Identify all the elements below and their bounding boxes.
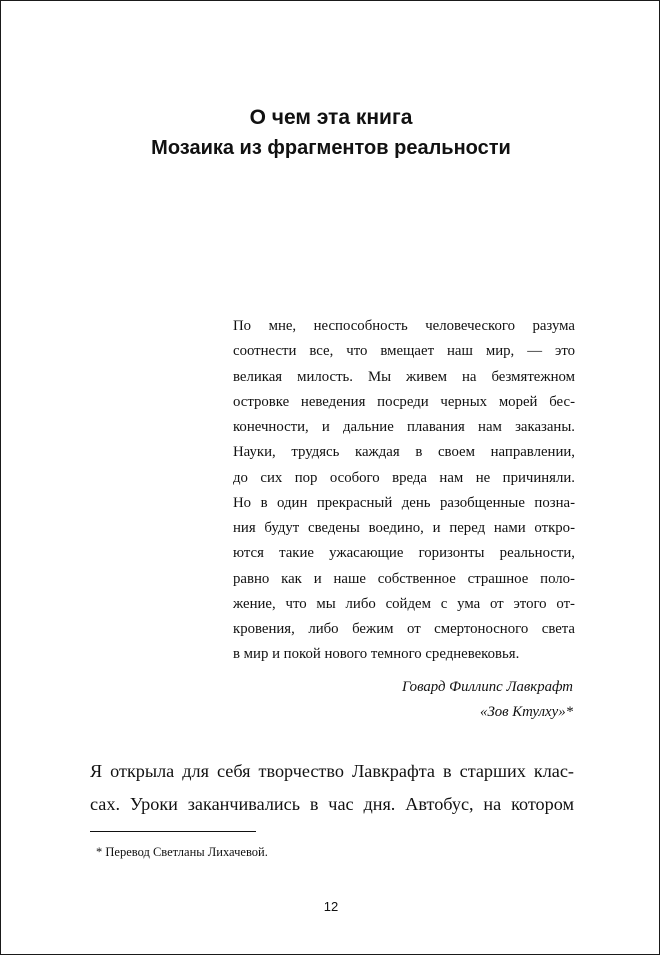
epigraph-line: Но в один прекрасный день разобщенные позна- — [233, 494, 575, 511]
epigraph-line: ния будут сведены воедино, и перед нами откро- — [233, 520, 575, 536]
epigraph-line: Науки, трудясь каждая в своем направлении, — [233, 444, 575, 461]
epigraph-line: островке неведения посреди черных морей бес- — [233, 393, 575, 410]
body-line: сах. Уроки заканчивались в час дня. Автобус, на котором — [90, 794, 574, 814]
epigraph-line: великая милость. Мы живем на безмятежном — [233, 368, 575, 385]
chapter-title: О чем эта книга — [249, 106, 413, 129]
epigraph-source: «Зов Ктулху»* — [480, 704, 573, 720]
epigraph-line: равно как и наше собственное страшное поло- — [233, 570, 575, 587]
epigraph-line: соотнести все, что вмещает наш мир, — это — [233, 343, 575, 360]
epigraph-line: жение, что мы либо сойдем с ума от этого от- — [233, 595, 575, 612]
body-line: Я открыла для себя творчество Лавкрафта в старших клас- — [90, 761, 574, 781]
epigraph-line: конечности, и дальние плавания нам заказаны. — [233, 419, 575, 435]
epigraph-line: до сих пор особого вреда нам не причиняли. — [233, 469, 575, 486]
footnote: * Перевод Светланы Лихачевой. — [96, 845, 268, 859]
epigraph-line: По мне, неспособность человеческого разума — [233, 318, 575, 334]
epigraph-attribution — [233, 675, 573, 725]
body-paragraph — [90, 755, 574, 821]
epigraph-author: Говард Филлипс Лавкрафт — [402, 679, 573, 695]
footnote-divider — [90, 831, 256, 832]
chapter-subtitle: Мозаика из фрагментов реальности — [151, 137, 511, 159]
epigraph-line: ются такие ужасающие горизонты реальности, — [233, 545, 575, 562]
epigraph-quote — [233, 314, 575, 668]
page-number: 12 — [323, 899, 339, 914]
epigraph-line: кровения, либо бежим от смертоносного света — [233, 621, 575, 637]
epigraph-line: в мир и покой нового темного средневековья. — [233, 646, 520, 663]
